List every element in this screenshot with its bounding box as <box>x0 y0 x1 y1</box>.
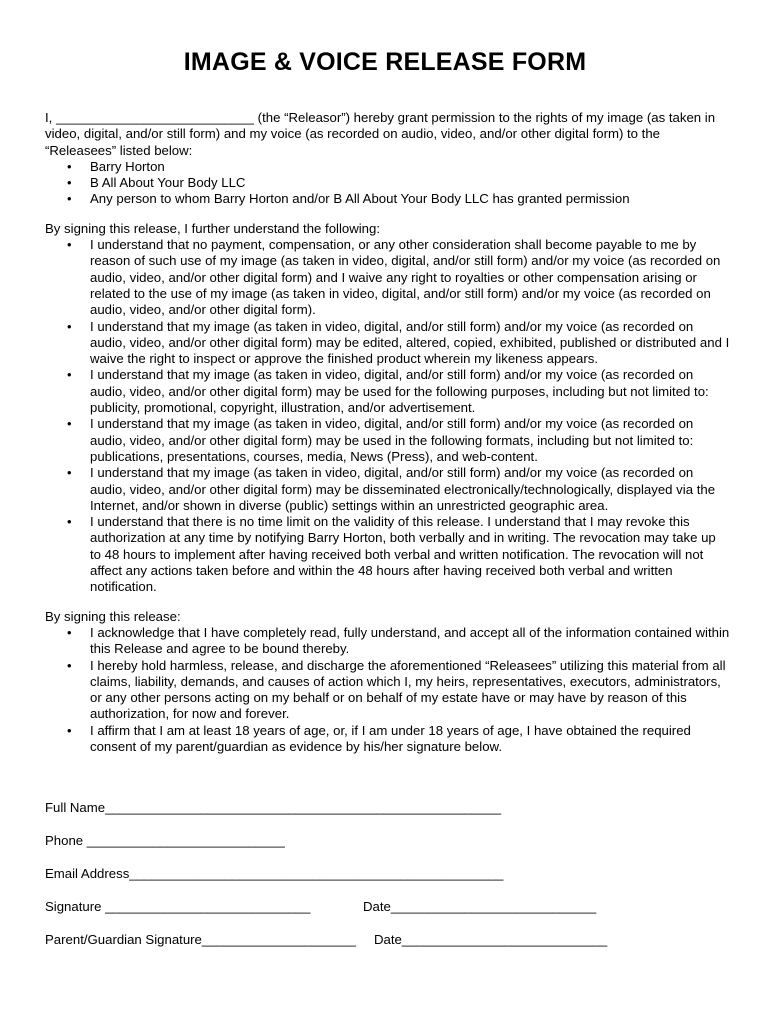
list-item: • B All About Your Body LLC <box>90 175 730 191</box>
list-item: • I understand that there is no time limit on the validity of this release. I understand that I may revoke this authorization at any time by notifying Barry Horton, both verbally and in writing. The revocation may take up to 48 hours to implement after having received both verbal and written notification. The revocation will not affect any actions taken before and within the 48 hours after having received both verbal and written notification. <box>90 514 730 595</box>
phone-field[interactable]: Phone ___________________________ <box>45 833 285 848</box>
form-body <box>45 110 730 755</box>
list-item: • I understand that my image (as taken in video, digital, and/or still form) and/or my voice (as recorded on audio, video, and/or other digital form) may be edited, altered, copied, exhibited, published or distributed and I waive the right to inspect or approve the finished product wherein my likeness appears. <box>90 319 730 368</box>
list-item: • I hereby hold harmless, release, and discharge the aforementioned “Releasees” utilizing this material from all claims, liability, demands, and causes of action which I, my heirs, representatives, executors, administrators, or any other persons acting on my behalf or on behalf of my estate have or may have by reason of this authorization, for now and forever. <box>90 658 730 723</box>
form-title: IMAGE & VOICE RELEASE FORM <box>183 48 587 76</box>
guardian-signature-field[interactable]: Parent/Guardian Signature_____________________ <box>45 932 356 947</box>
list-item: • Any person to whom Barry Horton and/or B All About Your Body LLC has granted permission <box>90 191 730 207</box>
list-item: • I understand that my image (as taken in video, digital, and/or still form) and/or my voice (as recorded on audio, video, and/or other digital form) may be disseminated electronically/technologically, displayed via the Internet, and/or shown in diverse (public) settings within an unrestricted geographic area. <box>90 465 730 514</box>
signature-row <box>45 898 745 931</box>
signing-list <box>45 625 730 755</box>
list-item: • Barry Horton <box>90 159 730 175</box>
full-name-field[interactable]: Full Name______________________________________________________ <box>45 800 502 815</box>
guardian-date-field[interactable]: Date____________________________ <box>374 932 608 947</box>
email-field[interactable]: Email Address___________________________________________________ <box>45 866 504 881</box>
understand-list <box>45 237 730 596</box>
signature-field[interactable]: Signature ____________________________ <box>45 899 311 914</box>
list-item: • I understand that my image (as taken in video, digital, and/or still form) and/or my voice (as recorded on audio, video, and/or other digital form) may be used in the following formats, including but not limited to: publications, presentations, courses, media, News (Press), and web-content. <box>90 416 730 465</box>
signing-heading: By signing this release: <box>45 608 181 624</box>
date-field[interactable]: Date____________________________ <box>363 899 597 914</box>
list-item: • I understand that no payment, compensation, or any other consideration shall become payable to me by reason of such use of my image (as taken in video, digital, and/or still form) and/or my voice (as recorded on audio, video, and/or other digital form) and I waive any right to royalties or other compensation arising or related to the use of my image (as taken in video, digital, and/or still form) and/or my voice (as recorded on audio, video, and/or other digital form). <box>90 237 730 318</box>
understand-heading: By signing this release, I further understand the following: <box>45 220 381 236</box>
list-item: • I understand that my image (as taken in video, digital, and/or still form) and/or my voice (as recorded on audio, video, and/or other digital form) may be used for the following purposes, including but not limited to: publicity, promotional, copyright, illustration, and/or advertisement. <box>90 367 730 416</box>
releasees-list <box>45 159 730 208</box>
intro-paragraph: I, ___________________________ (the “Releasor”) hereby grant permission to the rights of my image (as taken in video, digital, and/or still form) and my voice (as recorded on audio, video, and/or other digital form) to the “Releasees” listed below: <box>45 110 716 158</box>
list-item: • I affirm that I am at least 18 years of age, or, if I am under 18 years of age, I have obtained the required consent of my parent/guardian as evidence by his/her signature below. <box>90 723 730 756</box>
signature-fields <box>45 799 745 964</box>
guardian-row <box>45 931 745 964</box>
list-item: • I acknowledge that I have completely read, fully understand, and accept all of the information contained within this Release and agree to be bound thereby. <box>90 625 730 658</box>
